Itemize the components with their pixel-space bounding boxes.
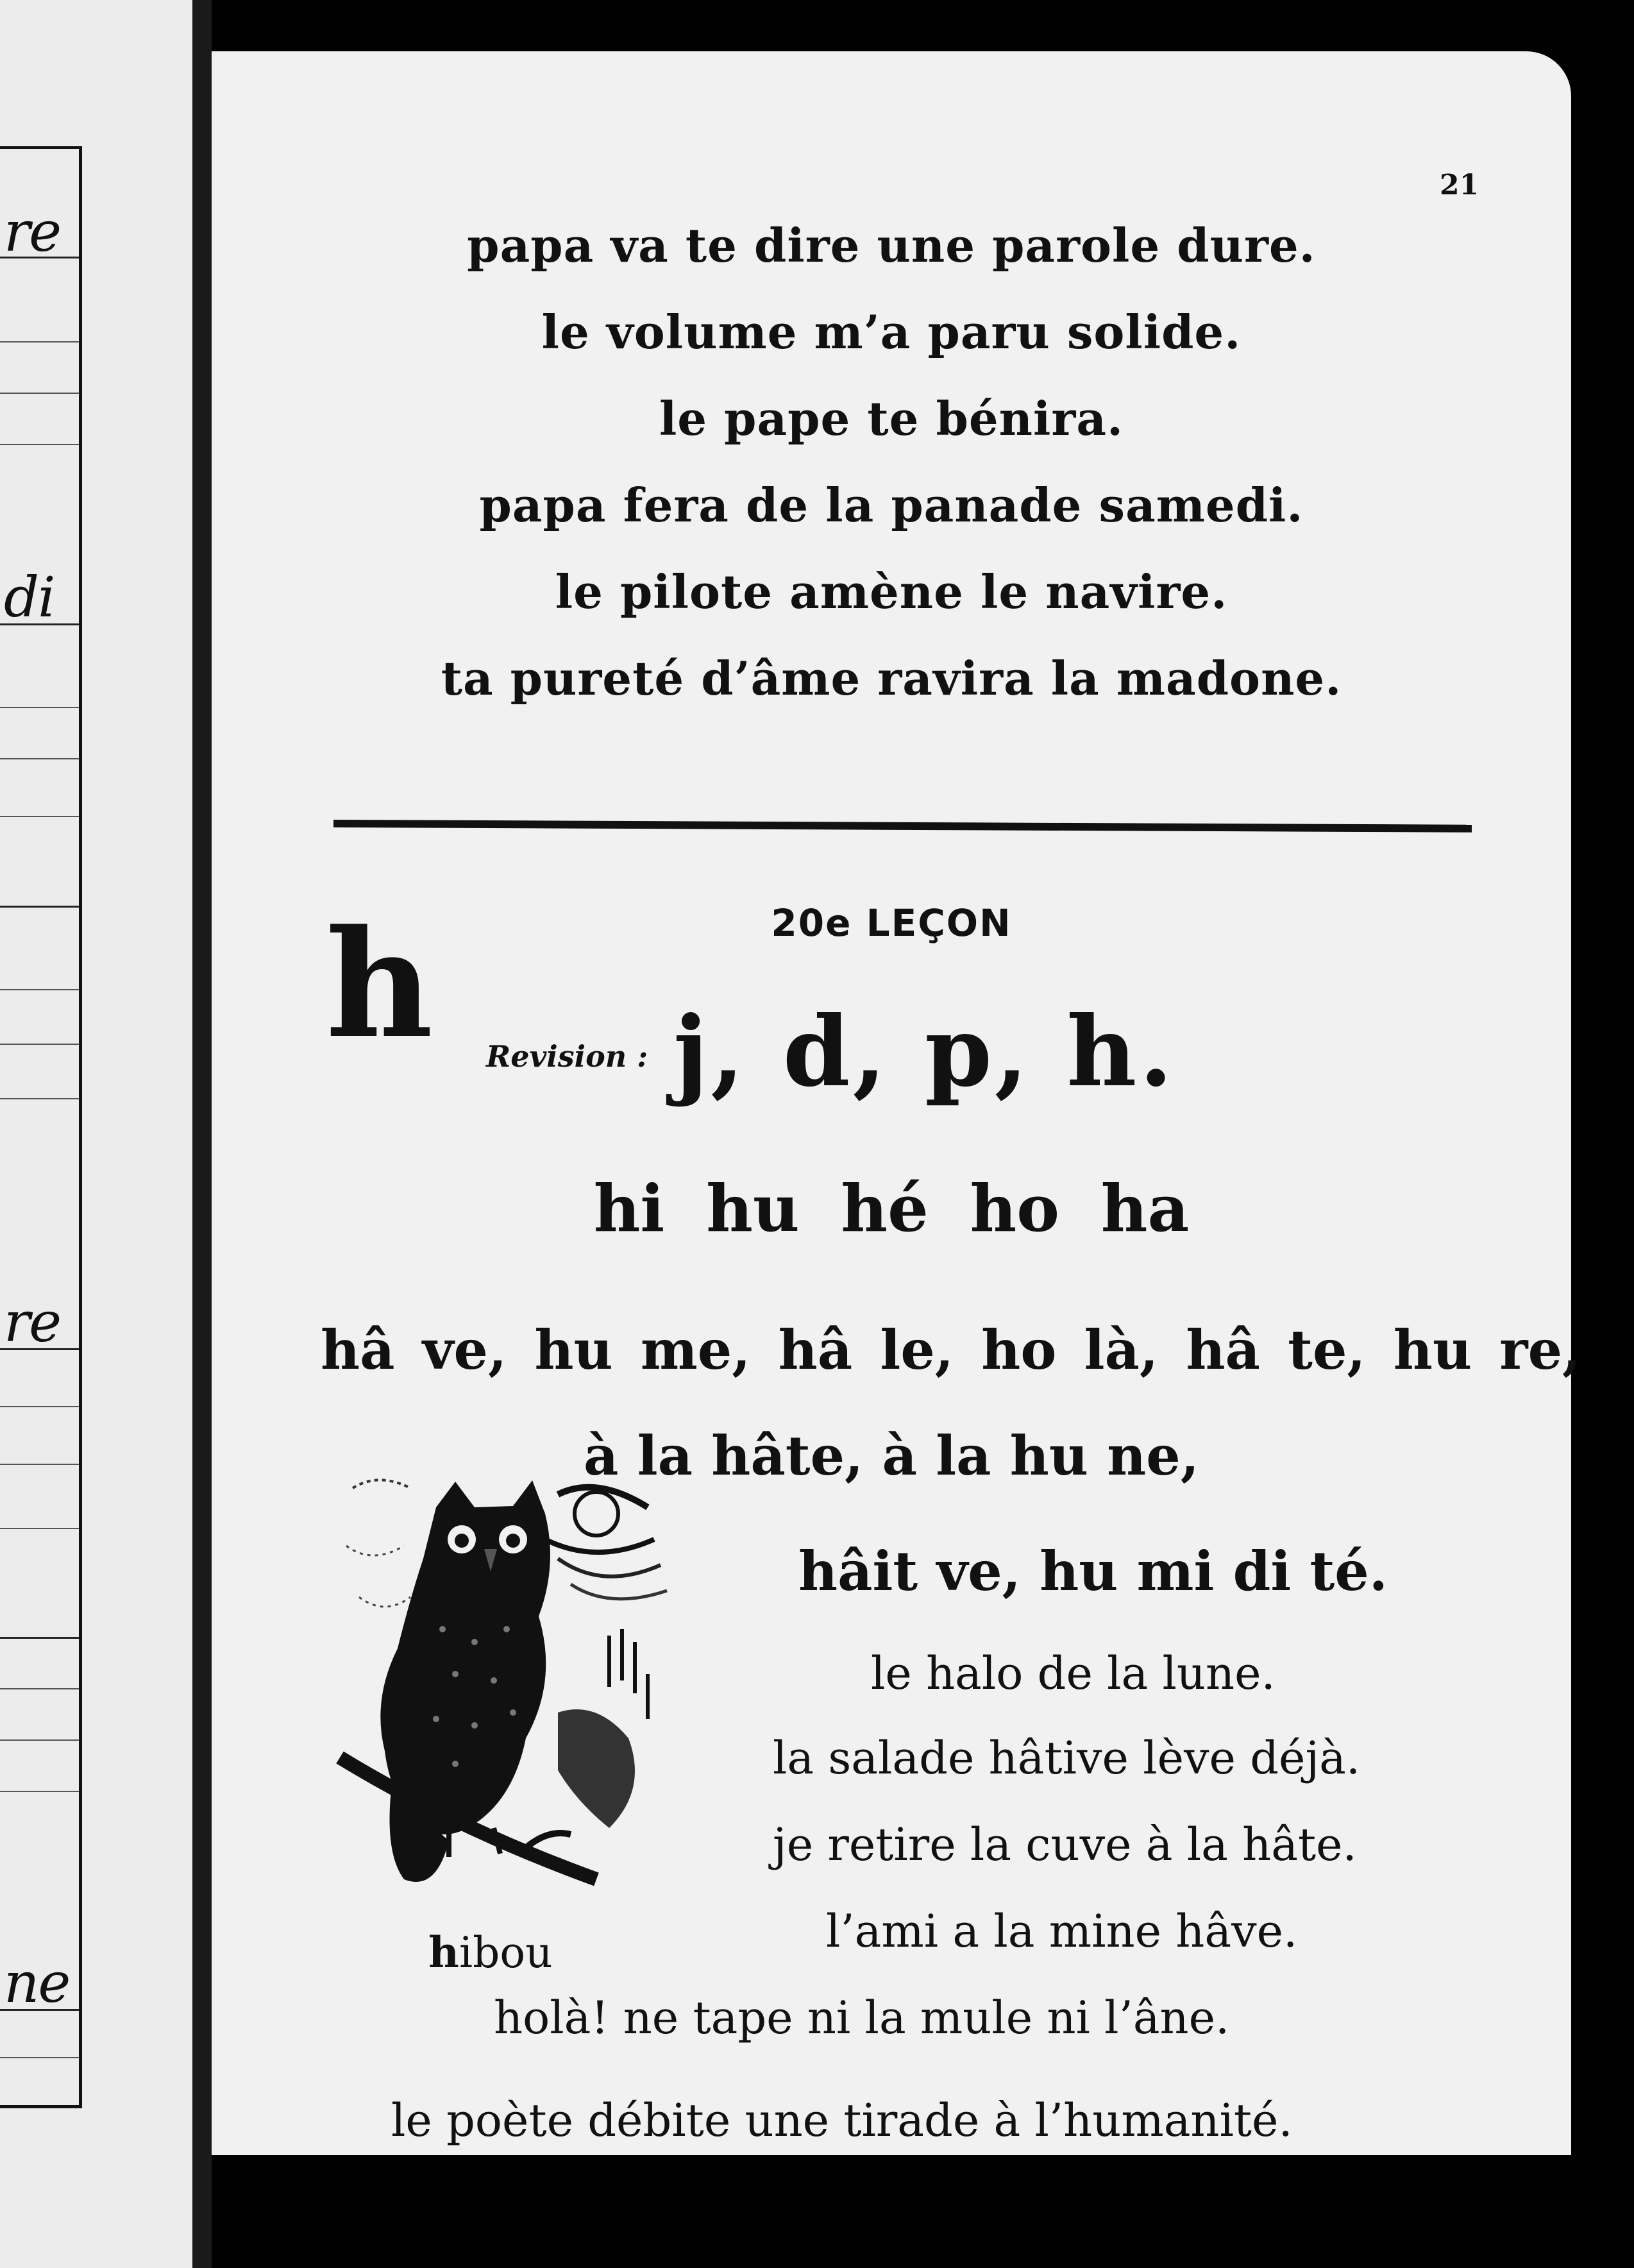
ruled-line <box>0 906 79 908</box>
reading-sentence: je retire la cuve à la hâte. <box>773 1818 1357 1871</box>
reading-sentence: holà! ne tape ni la mule ni l’âne. <box>494 1992 1230 2044</box>
reading-sentence: papa va te dire une parole dure. <box>467 218 1316 273</box>
caption-rest: ibou <box>459 1928 553 1977</box>
syllabified-words: hâ ve, hu me, hâ le, ho là, hâ te, hu re, <box>321 1318 1581 1382</box>
lesson-letter: h <box>326 898 434 1071</box>
ruled-line <box>0 1528 79 1529</box>
reading-sentence: le pape te bénira. <box>659 391 1124 446</box>
syllabified-words: hâit ve, hu mi di té. <box>798 1539 1388 1603</box>
reading-sentence: le poète débite une tirade à l’humanité. <box>391 2094 1293 2147</box>
reading-sentence: papa fera de la panade samedi. <box>479 478 1304 532</box>
reading-sentence: le halo de la lune. <box>871 1647 1276 1700</box>
book-gutter <box>192 0 212 2268</box>
ruled-line <box>0 341 79 343</box>
ruled-line <box>0 1688 79 1689</box>
syllabified-words: à la hâte, à la hu ne, <box>584 1424 1199 1487</box>
ruled-line <box>0 1406 79 1407</box>
reading-sentence: le pilote amène le navire. <box>555 564 1228 619</box>
copybook-ruled-box <box>0 146 82 2108</box>
ruled-line <box>0 1098 79 1099</box>
syllable-row: hi hu hé ho ha <box>593 1171 1190 1246</box>
lesson-title: 20e LEÇON <box>771 901 1012 945</box>
ruled-line <box>0 816 79 817</box>
revision-letters: j, d, p, h. <box>673 995 1175 1108</box>
ruled-line <box>0 707 79 708</box>
page-number: 21 <box>1440 169 1479 201</box>
reading-sentence: le volume m’a paru solide. <box>541 305 1242 359</box>
section-divider <box>333 820 1472 833</box>
script-fragment: re <box>4 1291 61 1355</box>
ruled-line <box>0 758 79 759</box>
script-fragment: di <box>4 566 55 630</box>
ruled-line <box>0 1637 79 1639</box>
script-fragment: ne <box>4 1951 70 2015</box>
reading-sentence: l’ami a la mine hâve. <box>826 1905 1298 1958</box>
ruled-line <box>0 989 79 990</box>
picture-caption <box>428 1927 553 1977</box>
right-printed-page <box>212 51 1581 2155</box>
left-facing-page <box>0 0 192 2268</box>
ruled-line <box>0 1044 79 1045</box>
ruled-line <box>0 1791 79 1792</box>
reading-sentence: ta pureté d’âme ravira la madone. <box>441 651 1342 706</box>
ruled-line <box>0 2057 79 2058</box>
owl-icon <box>327 1469 686 1931</box>
script-fragment: re <box>4 200 61 264</box>
reading-sentence: la salade hâtive lève déjà. <box>773 1732 1361 1784</box>
ruled-line <box>0 393 79 394</box>
revision-label: Revision : <box>486 1039 648 1074</box>
ruled-line <box>0 1739 79 1741</box>
ruled-line <box>0 1464 79 1465</box>
caption-highlight: h <box>428 1927 459 1977</box>
ruled-line <box>0 444 79 445</box>
